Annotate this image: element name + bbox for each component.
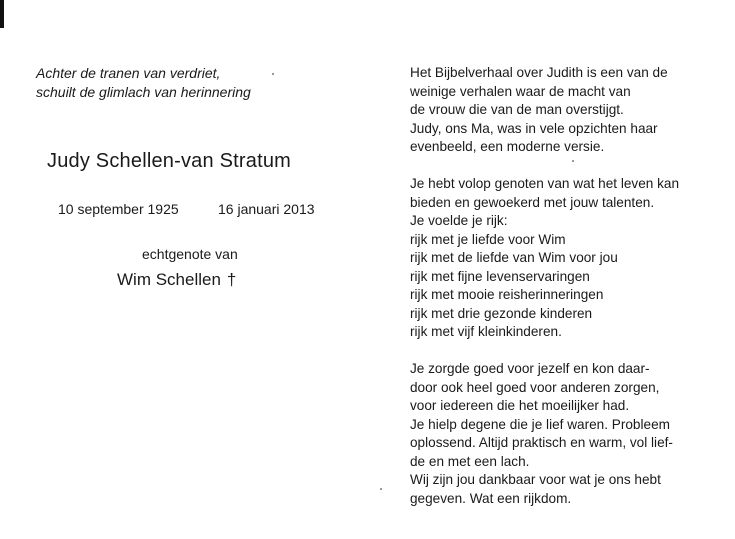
spouse: [117, 270, 236, 290]
spouse-label: echtgenote van: [142, 246, 238, 262]
deceased-name: Judy Schellen-van Stratum: [47, 150, 292, 172]
text-line: rijk met de liefde van Wim voor jou: [410, 250, 618, 265]
paragraph-3: [410, 360, 730, 508]
scan-speck: [272, 73, 274, 75]
text-line: Het Bijbelverhaal over Judith is een van de: [410, 65, 668, 80]
scan-speck: [380, 488, 382, 490]
text-line: de en met een lach.: [410, 453, 530, 469]
text-line: Je voelde je rijk:: [410, 213, 508, 228]
text-line: voor iedereen die het moeilijker had.: [410, 398, 630, 413]
memorial-text: [410, 64, 730, 508]
text-line: rijk met fijne levenservaringen: [410, 268, 590, 284]
paragraph-2: [410, 175, 730, 342]
paragraph-gap: [410, 342, 730, 361]
text-line: Je hielp degene die je lief waren. Probleem: [410, 416, 670, 432]
text-line: Je zorgde goed voor jezelf en kon daar-: [410, 361, 650, 376]
text-line: rijk met drie gezonde kinderen: [410, 305, 593, 321]
scan-speck: [572, 160, 574, 162]
text-line: gegeven. Wat een rijkdom.: [410, 490, 572, 506]
birth-date: 10 september 1925: [58, 201, 179, 217]
motto-line: schuilt de glimlach van herinnering: [36, 84, 251, 100]
text-line: de vrouw die van de man overstijgt.: [410, 102, 624, 117]
text-line: Judy, ons Ma, was in vele opzichten haar: [410, 120, 658, 136]
text-line: rijk met vijf kleinkinderen.: [410, 324, 562, 339]
text-line: door ook heel goed voor anderen zorgen,: [410, 379, 660, 395]
motto: [36, 64, 251, 102]
spouse-name: Wim Schellen: [117, 270, 221, 289]
text-line: oplossend. Altijd praktisch en warm, vol lief-: [410, 435, 673, 450]
paragraph-gap: [410, 157, 730, 176]
text-line: weinige verhalen waar de macht van: [410, 83, 631, 99]
cross-icon: †: [226, 270, 237, 289]
death-date: 16 januari 2013: [218, 201, 315, 217]
motto-line: Achter de tranen van verdriet,: [36, 65, 221, 81]
text-line: Je hebt volop genoten van wat het leven kan: [410, 176, 680, 191]
text-line: bieden en gewoekerd met jouw talenten.: [410, 194, 655, 210]
text-line: rijk met je liefde voor Wim: [410, 231, 566, 247]
paragraph-1: [410, 64, 730, 157]
text-line: evenbeeld, een moderne versie.: [410, 139, 605, 154]
text-line: Wij zijn jou dankbaar voor wat je ons hebt: [410, 472, 661, 487]
text-line: rijk met mooie reisherinneringen: [410, 287, 604, 302]
